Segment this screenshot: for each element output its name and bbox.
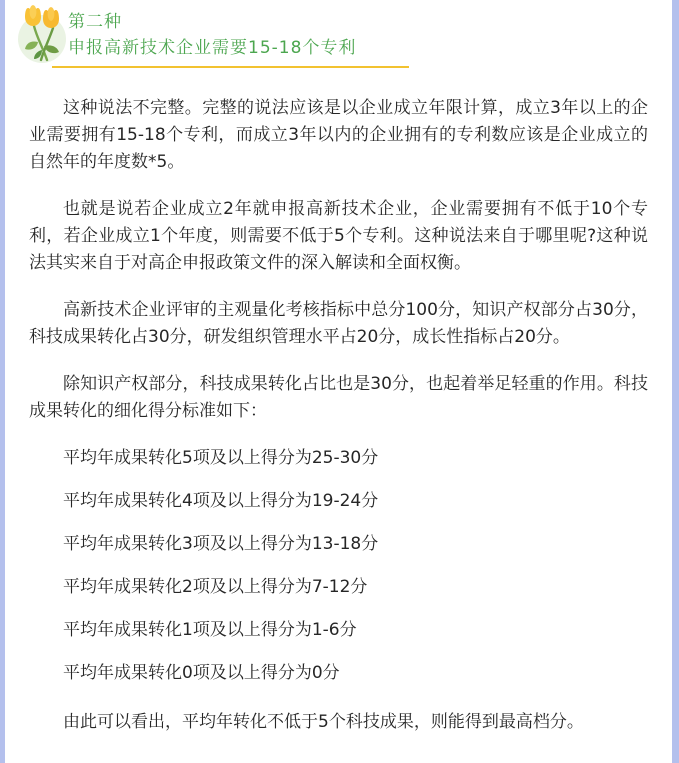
- section-kicker: 第二种: [68, 12, 122, 32]
- section-header: [5, 0, 672, 95]
- article-body: [5, 95, 672, 736]
- paragraph: 也就是说若企业成立2年就申报高新技术企业，企业需要拥有不低于10个专利，若企业成立1个年度，则需要不低于5个专利。这种说法来自于哪里呢?这种说法其实来自于对高企申报政策文件的深入解读和全面权衡。: [29, 199, 648, 273]
- paragraph: 除知识产权部分，科技成果转化占比也是30分，也起着举足轻重的作用。科技成果转化的细化得分标准如下：: [29, 374, 648, 421]
- paragraph: 高新技术企业评审的主观量化考核指标中总分100分，知识产权部分占30分，科技成果转化占30分，研发组织管理水平占20分，成长性指标占20分。: [29, 300, 648, 347]
- score-line: 平均年成果转化1项及以上得分为1-6分: [63, 620, 357, 640]
- score-line: 平均年成果转化5项及以上得分为25-30分: [63, 448, 379, 468]
- section-title: 申报高新技术企业需要15-18个专利: [68, 38, 357, 58]
- score-line: 平均年成果转化0项及以上得分为0分: [63, 663, 340, 683]
- paragraph: 这种说法不完整。完整的说法应该是以企业成立年限计算，成立3年以上的企业需要拥有15-18个专利，而成立3年以内的企业拥有的专利数应该是企业成立的自然年的年度数*5。: [29, 98, 648, 172]
- score-line: 平均年成果转化4项及以上得分为19-24分: [63, 491, 379, 511]
- tulips-icon: [14, 2, 70, 64]
- score-line: 平均年成果转化3项及以上得分为13-18分: [63, 534, 379, 554]
- score-line: 平均年成果转化2项及以上得分为7-12分: [63, 577, 368, 597]
- title-underline: [52, 66, 409, 68]
- title-block: [68, 9, 356, 61]
- conclusion-paragraph: 由此可以看出，平均年转化不低于5个科技成果，则能得到最高档分。: [63, 712, 584, 732]
